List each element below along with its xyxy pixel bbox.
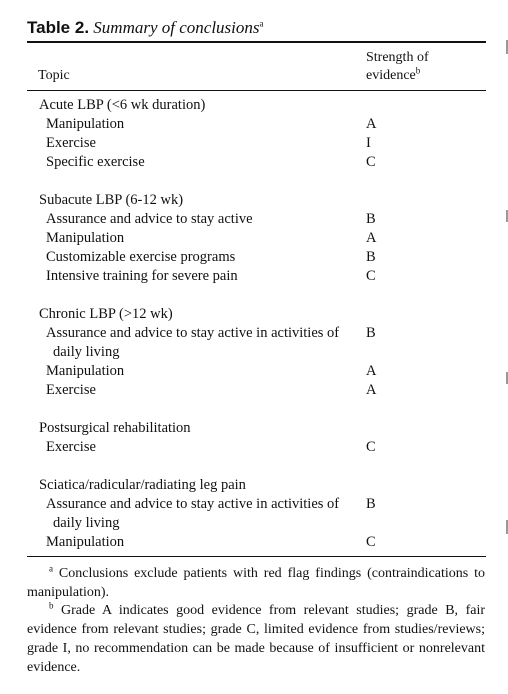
row-topic: Assurance and advice to stay active in activities of — [46, 496, 340, 512]
section-heading: Acute LBP (<6 wk duration) — [39, 97, 206, 113]
table-row — [27, 324, 486, 343]
section-heading: Postsurgical rehabilitation — [39, 420, 191, 436]
table-row — [27, 210, 486, 229]
header-footnote-mark: b — [415, 65, 421, 76]
table-row — [27, 153, 486, 172]
footnote-a-mark: a — [49, 563, 53, 574]
table-row — [27, 248, 486, 267]
header-strength-line1: Strength of — [366, 50, 429, 65]
table-row — [27, 115, 486, 134]
row-grade: I — [366, 135, 371, 151]
row-topic: Manipulation — [46, 534, 125, 550]
header-strength-line2-wrap — [366, 67, 429, 85]
row-topic: Exercise — [46, 135, 96, 151]
row-grade: C — [366, 154, 376, 170]
section-heading: Sciatica/radicular/radiating leg pain — [39, 477, 246, 493]
table-label: Table 2. — [27, 18, 90, 37]
table-row — [27, 362, 486, 381]
table-row — [27, 267, 486, 286]
top-rule — [27, 41, 486, 43]
header-topic: Topic — [38, 68, 70, 83]
section-gap — [27, 400, 486, 419]
footnote-a — [27, 564, 485, 602]
row-topic: Manipulation — [46, 230, 125, 246]
section-heading-row — [27, 419, 486, 438]
row-topic: Manipulation — [46, 363, 125, 379]
table-row — [27, 438, 486, 457]
row-grade: C — [366, 534, 376, 550]
footnote-a-text: Conclusions exclude patients with red flag findings (contraindications to manipulation). — [27, 566, 485, 600]
section-gap — [27, 172, 486, 191]
row-topic-continuation: daily living — [53, 344, 120, 360]
row-topic: Assurance and advice to stay active in activities of — [46, 325, 340, 341]
row-grade: B — [366, 496, 376, 512]
section-heading-row — [27, 191, 486, 210]
table-caption: Summary of conclusions — [93, 18, 260, 37]
table-row — [27, 229, 486, 248]
page-edge-marks — [502, 0, 508, 694]
row-topic: Exercise — [46, 439, 96, 455]
section-heading-row — [27, 305, 486, 324]
row-topic: Manipulation — [46, 116, 125, 132]
row-grade: A — [366, 382, 377, 398]
table-body — [27, 96, 486, 552]
table-row — [27, 381, 486, 400]
section-gap — [27, 286, 486, 305]
row-grade: C — [366, 439, 376, 455]
row-topic: Exercise — [46, 382, 96, 398]
footnote-b — [27, 601, 485, 677]
table-row-continuation — [27, 343, 486, 362]
table-row — [27, 495, 486, 514]
row-topic: Specific exercise — [46, 154, 145, 170]
section-heading-row — [27, 476, 486, 495]
footnote-b-mark: b — [49, 600, 54, 611]
row-grade: A — [366, 363, 377, 379]
section-heading-row — [27, 96, 486, 115]
row-grade: B — [366, 325, 376, 341]
section-gap — [27, 457, 486, 476]
row-grade: C — [366, 268, 376, 284]
row-grade: A — [366, 230, 377, 246]
row-grade: A — [366, 116, 377, 132]
row-topic-continuation: daily living — [53, 515, 120, 531]
table-row-continuation — [27, 514, 486, 533]
header-rule — [27, 90, 486, 91]
header-strength — [366, 49, 429, 85]
row-topic: Intensive training for severe pain — [46, 268, 238, 284]
footnote-b-text: Grade A indicates good evidence from relevant studies; grade B, fair evidence from relevant studies; grade C, limited evidence from studies/reviews; grade I, no recommendation can be made because of insufficient or nonrelevant evidence. — [27, 603, 486, 675]
table-row — [27, 533, 486, 552]
section-heading: Chronic LBP (>12 wk) — [39, 306, 173, 322]
row-topic: Customizable exercise programs — [46, 249, 236, 265]
row-grade: B — [366, 211, 376, 227]
table-title — [27, 18, 264, 38]
row-topic: Assurance and advice to stay active — [46, 211, 253, 227]
table-row — [27, 134, 486, 153]
row-grade: B — [366, 249, 376, 265]
section-heading: Subacute LBP (6-12 wk) — [39, 192, 184, 208]
bottom-rule — [27, 556, 486, 557]
header-strength-line2: evidence — [366, 68, 416, 83]
title-footnote-mark: a — [259, 18, 264, 29]
